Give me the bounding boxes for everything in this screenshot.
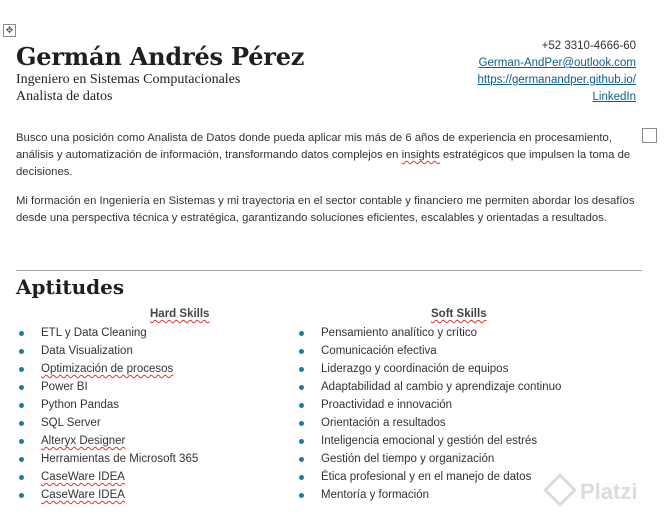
section-divider	[16, 270, 642, 271]
list-item: Herramientas de Microsoft 365	[16, 450, 198, 468]
bullet-icon	[299, 421, 304, 426]
content-control-checkbox[interactable]	[642, 128, 657, 143]
bullet-icon	[299, 439, 304, 444]
bullet-icon	[19, 493, 24, 498]
list-item: Proactividad e innovación	[296, 396, 561, 414]
candidate-name: Germán Andrés Pérez	[16, 42, 305, 71]
list-item: Gestión del tiempo y organización	[296, 450, 561, 468]
bullet-icon	[19, 475, 24, 480]
bullet-icon	[299, 385, 304, 390]
linkedin-link[interactable]: LinkedIn	[592, 91, 636, 103]
hard-skills-list	[16, 324, 198, 504]
list-item: Liderazgo y coordinación de equipos	[296, 360, 561, 378]
list-item: Data Visualization	[16, 342, 198, 360]
bullet-icon	[19, 403, 24, 408]
platzi-watermark: Platzi	[548, 478, 637, 505]
soft-skills-list	[296, 324, 561, 504]
list-item: Orientación a resultados	[296, 414, 561, 432]
platzi-logo-icon	[543, 473, 577, 507]
summary-paragraph-2: Mi formación en Ingeniería en Sistemas y mi trayectoria en el sector contable y financiero me permiten abordar los desafíos desde una perspectiva técnica y estratégica, garantizando soluciones eficientes, escalables y orientadas a resultados.	[16, 195, 635, 224]
list-item: Adaptabilidad al cambio y aprendizaje continuo	[296, 378, 561, 396]
list-item: Power BI	[16, 378, 198, 396]
soft-skills-heading: Soft Skills	[431, 308, 487, 320]
list-item: Comunicación efectiva	[296, 342, 561, 360]
job-title-line-2: Analista de datos	[16, 89, 113, 104]
website-link[interactable]: https://germanandper.github.io/	[477, 74, 636, 86]
bullet-icon	[299, 403, 304, 408]
bullet-icon	[299, 493, 304, 498]
list-item: Ética profesional y en el manejo de datos	[296, 468, 561, 486]
phone-number: +52 3310-4666-60	[541, 40, 636, 52]
job-title-line-1: Ingeniero en Sistemas Computacionales	[16, 72, 241, 87]
list-item: Inteligencia emocional y gestión del estrés	[296, 432, 561, 450]
bullet-icon	[299, 367, 304, 372]
list-item: Pensamiento analítico y crítico	[296, 324, 561, 342]
list-item: Python Pandas	[16, 396, 198, 414]
list-item: Optimización de procesos	[16, 360, 198, 378]
summary-paragraph-1: Busco una posición como Analista de Datos donde pueda aplicar mis más de 6 años de experiencia en procesamiento, análisis y automatización de información, transformando datos complejos en insights estratégicos que impulsen la toma de decisiones.	[16, 132, 631, 178]
bullet-icon	[19, 439, 24, 444]
list-item: Mentoría y formación	[296, 486, 561, 504]
table-move-handle-icon[interactable]: ✥	[3, 24, 16, 37]
list-item: CaseWare IDEA	[16, 486, 198, 504]
bullet-icon	[19, 331, 24, 336]
bullet-icon	[299, 331, 304, 336]
list-item: SQL Server	[16, 414, 198, 432]
bullet-icon	[19, 421, 24, 426]
bullet-icon	[299, 349, 304, 354]
misspelled-word: insights	[401, 149, 440, 161]
bullet-icon	[299, 457, 304, 462]
bullet-icon	[19, 457, 24, 462]
bullet-icon	[19, 367, 24, 372]
email-link[interactable]: German-AndPer@outlook.com	[478, 57, 636, 69]
bullet-icon	[19, 349, 24, 354]
list-item: Alteryx Designer	[16, 432, 198, 450]
bullet-icon	[19, 385, 24, 390]
bullet-icon	[299, 475, 304, 480]
hard-skills-heading: Hard Skills	[150, 308, 210, 320]
list-item: ETL y Data Cleaning	[16, 324, 198, 342]
list-item: CaseWare IDEA	[16, 468, 198, 486]
skills-section-title: Aptitudes	[16, 275, 125, 299]
